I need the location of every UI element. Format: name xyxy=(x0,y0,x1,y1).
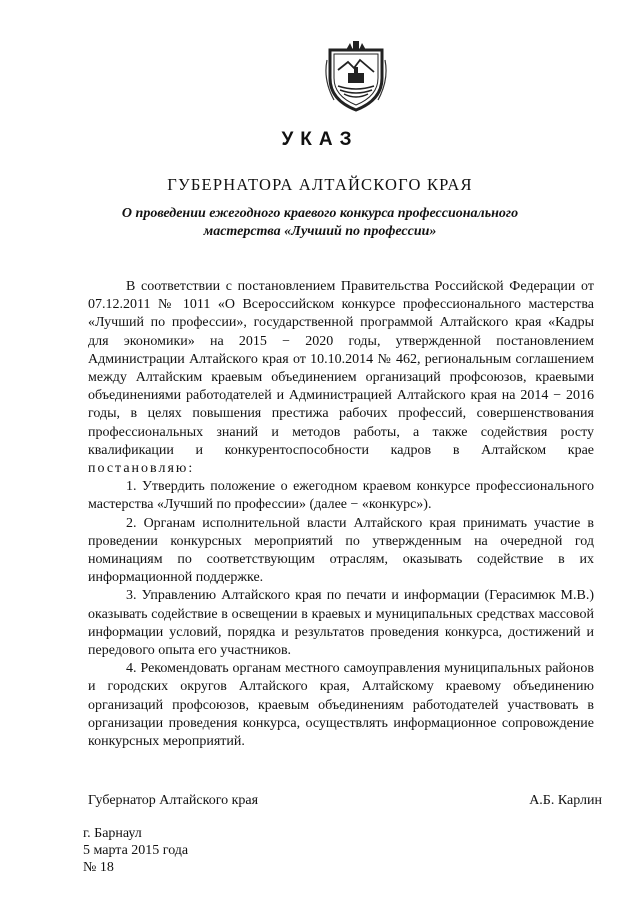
signatory-position: Губернатор Алтайского края xyxy=(88,793,259,808)
issue-details xyxy=(83,825,188,876)
issuer-heading: ГУБЕРНАТОРА АЛТАЙСКОГО КРАЯ xyxy=(167,175,473,194)
issue-place: г. Барнаул xyxy=(83,826,142,841)
issue-date: 5 марта 2015 года xyxy=(83,843,189,858)
altai-krai-coat-of-arms-icon xyxy=(324,40,388,112)
decree-number: № 18 xyxy=(83,860,114,875)
document-type-heading: УКАЗ xyxy=(281,129,359,150)
signatory-name: А.Б. Карлин xyxy=(529,793,602,808)
decree-item: 4. Рекомендовать органам местного самоуправления муниципальных районов и городских округов Алтайского края, Алтайскому краевому объединению организаций профсоюзов, краевым объединениям работодателей участвовать в организации проведения конкурса, осуществлять информационное сопровождение конкурсных мероприятий. xyxy=(88,661,594,750)
decree-title: О проведении ежегодного краевого конкурса профессионального мастерства «Лучший по профессии» xyxy=(121,206,519,239)
decree-item: 2. Органам исполнительной власти Алтайского края принимать участие в проведении конкурсных мероприятий по утвержденным на очередной год номинациям по соответствующим отраслям, оказывать содействие в их информационной поддержке. xyxy=(88,515,594,586)
decree-body xyxy=(88,278,594,751)
decree-item: 1. Утвердить положение о ежегодном краевом конкурсе профессионального мастерства «Лучший по профессии» (далее − «конкурс»). xyxy=(88,479,594,513)
decree-item: 3. Управлению Алтайского края по печати и информации (Герасимюк М.В.) оказывать содействие в освещении в краевых и муниципальных средствах массовой информации условий, порядка и результатов проведения конкурса, достижений и передового опыта его участников. xyxy=(88,588,594,659)
decree-word: постановляю: xyxy=(88,461,195,477)
preamble-paragraph xyxy=(88,278,594,478)
preamble-text: В соответствии с постановлением Правительства Российской Федерации от 07.12.2011 № 1011 «О Всероссийском конкурсе профессионального мастерства «Лучший по профессии», государственной программой Алтайского края «Кадры для экономики» на 2015 − 2020 годы, утвержденной постановлением Администрации Алтайского края от 10.10.2014 № 462, региональным соглашением между Алтайским краевым объединением организаций профсоюзов, краевыми объединениями работодателей и Администрацией Алтайского края на 2014 − 2016 годы, в целях повышения престижа рабочих профессий, совершенствования профессиональных знаний и методов работы, а также содействия росту квалификации и конкурентоспособности кадров в Алтайском крае xyxy=(88,279,594,458)
